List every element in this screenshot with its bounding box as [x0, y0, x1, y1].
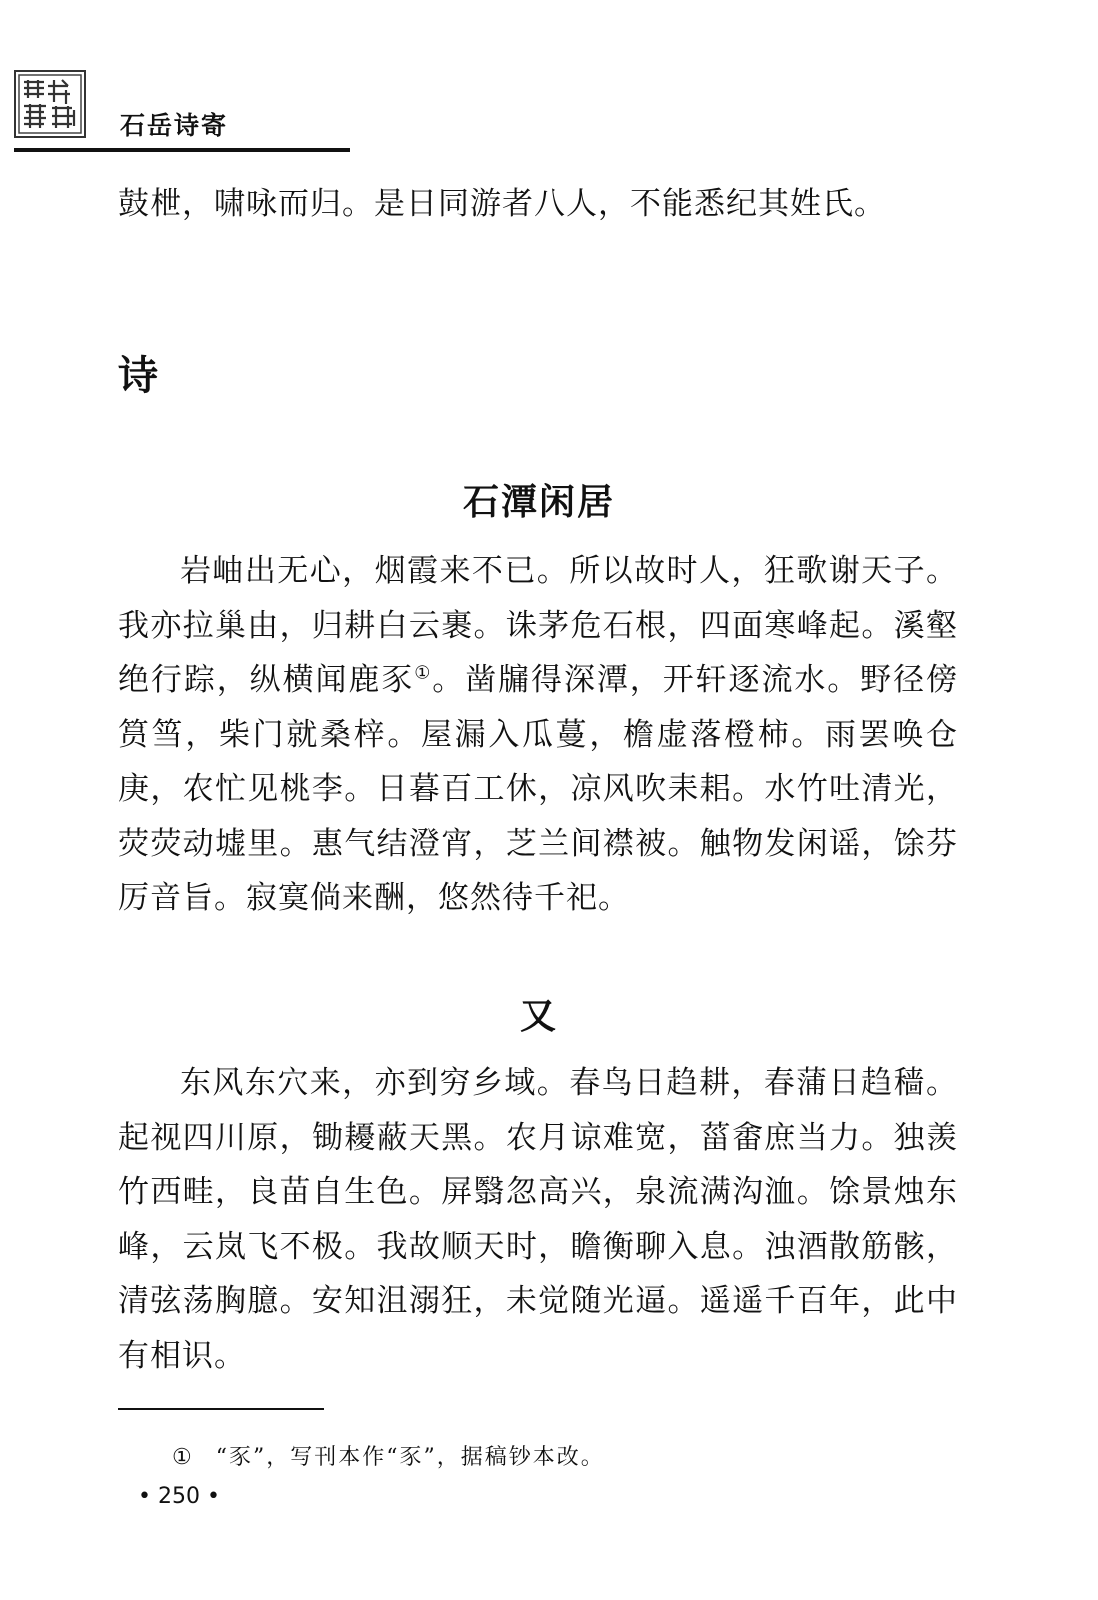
poem-title: 石潭闲居	[462, 481, 615, 523]
footnote-text: “豕”，写刊本作“豕”，据稿钞本改。	[215, 1445, 605, 1470]
footnote-marker: ①	[172, 1445, 194, 1470]
running-header-title: 石岳诗寄	[120, 111, 229, 140]
seal-glyph	[16, 72, 84, 136]
poem-title: 又	[519, 995, 558, 1037]
footnote	[172, 1440, 605, 1471]
poem-body: 东风东穴来，亦到穷乡域。春鸟日趋耕，春蒲日趋穑。起视四川原，锄耰蔽天黑。农月谅难宽，菑畬庶当力。独羡竹西畦，良苗自生色。屏翳忽高兴，泉流满沟洫。馀景烛东峰，云岚飞不极。我故顺天时，瞻衡聊入息。浊酒散筋骸，清弦荡胸臆。安知沮溺狂，未觉随光逼。遥遥千百年，此中有相识。	[118, 1065, 958, 1374]
poem-text: 岩岫出无心，烟霞来不已。所以故时人，狂歌谢天子。我亦拉巢由，归耕白云裹。诛茅危石根，四面寒峰起。溪壑绝行踪，纵横闻鹿豕	[118, 553, 958, 698]
carry-over-paragraph: 鼓枻，啸咏而归。是日同游者八人，不能悉纪其姓氏。	[118, 186, 886, 222]
poem-text: 。凿牖得深潭，开轩逐流水。野径傍筼筜，柴门就桑梓。屋漏入瓜蔓，檐虚落橙柿。雨罢唤仓庚，农忙见桃李。日暮百工休，凉风吹耒耜。水竹吐清光，荧荧动墟里。惠气结澄宵，芝兰间襟被。触物发闲谣，馀芬厉音旨。寂寞倘来酬，悠然待千祀。	[118, 662, 959, 916]
footnote-reference: ①	[414, 662, 433, 684]
page-number: • 250 •	[138, 1484, 220, 1509]
header-rule	[14, 148, 350, 152]
seal-logo	[14, 70, 86, 138]
poem-body	[118, 544, 958, 926]
section-heading: 诗	[118, 352, 158, 399]
footnote-rule	[118, 1408, 324, 1410]
